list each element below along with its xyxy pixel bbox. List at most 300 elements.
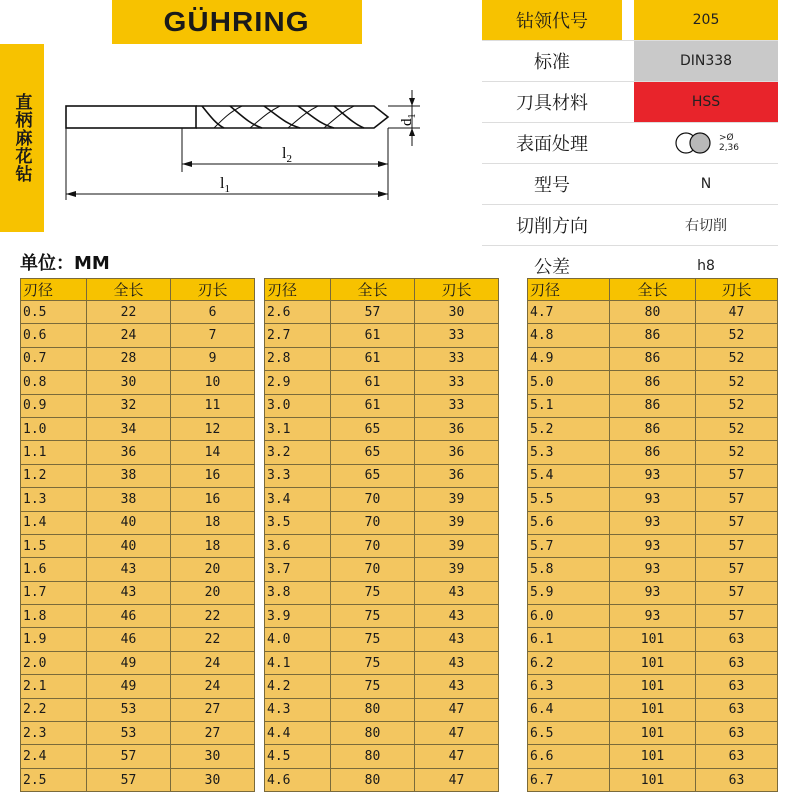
cell-total-length: 75 <box>331 675 415 698</box>
table-row <box>528 768 778 791</box>
cell-total-length: 40 <box>87 511 171 534</box>
drill-drawing <box>52 72 432 212</box>
cell-diameter: 6.7 <box>528 768 610 791</box>
cell-flute-length: 63 <box>696 768 778 791</box>
cell-diameter: 2.5 <box>21 768 87 791</box>
table-row <box>21 628 255 651</box>
cell-diameter: 3.1 <box>265 417 331 440</box>
cell-total-length: 46 <box>87 628 171 651</box>
cell-diameter: 1.3 <box>21 488 87 511</box>
table-row <box>528 675 778 698</box>
table-row <box>528 534 778 557</box>
cell-total-length: 93 <box>610 464 696 487</box>
cell-flute-length: 47 <box>415 722 499 745</box>
cell-total-length: 75 <box>331 581 415 604</box>
cell-diameter: 4.5 <box>265 745 331 768</box>
spec-value-code: 205 <box>634 0 778 40</box>
cell-diameter: 5.6 <box>528 511 610 534</box>
cell-diameter: 0.7 <box>21 347 87 370</box>
table-row <box>21 581 255 604</box>
brand-logo-text: GÜHRING <box>163 6 311 37</box>
cell-total-length: 101 <box>610 722 696 745</box>
cell-flute-length: 18 <box>171 511 255 534</box>
cell-flute-length: 47 <box>696 301 778 324</box>
header-total-length: 全长 <box>87 279 171 301</box>
cell-flute-length: 16 <box>171 488 255 511</box>
cell-flute-length: 39 <box>415 558 499 581</box>
cell-flute-length: 52 <box>696 441 778 464</box>
cell-total-length: 70 <box>331 558 415 581</box>
table-row <box>265 605 499 628</box>
cell-diameter: 5.7 <box>528 534 610 557</box>
cell-diameter: 2.0 <box>21 651 87 674</box>
cell-total-length: 80 <box>331 722 415 745</box>
cell-flute-length: 39 <box>415 534 499 557</box>
cell-total-length: 43 <box>87 558 171 581</box>
cell-flute-length: 57 <box>696 464 778 487</box>
spec-value-material: HSS <box>634 82 778 122</box>
cell-total-length: 70 <box>331 534 415 557</box>
table-row <box>528 722 778 745</box>
table-row <box>265 628 499 651</box>
cell-total-length: 36 <box>87 441 171 464</box>
cell-flute-length: 33 <box>415 371 499 394</box>
cell-total-length: 49 <box>87 675 171 698</box>
cell-total-length: 93 <box>610 605 696 628</box>
spec-label: 钻领代号 <box>482 0 622 40</box>
cell-diameter: 3.5 <box>265 511 331 534</box>
table-row <box>21 651 255 674</box>
cell-diameter: 6.3 <box>528 675 610 698</box>
cell-diameter: 4.0 <box>265 628 331 651</box>
cell-diameter: 3.4 <box>265 488 331 511</box>
cell-diameter: 0.8 <box>21 371 87 394</box>
cell-flute-length: 36 <box>415 464 499 487</box>
table-row <box>21 745 255 768</box>
header-diameter: 刃径 <box>265 279 331 301</box>
table-row <box>528 651 778 674</box>
cell-diameter: 1.1 <box>21 441 87 464</box>
header-flute-length: 刃长 <box>696 279 778 301</box>
table-row <box>528 324 778 347</box>
cell-flute-length: 36 <box>415 417 499 440</box>
table-row <box>21 698 255 721</box>
table-row <box>21 722 255 745</box>
cell-diameter: 2.9 <box>265 371 331 394</box>
cell-flute-length: 43 <box>415 651 499 674</box>
cell-diameter: 4.3 <box>265 698 331 721</box>
cell-flute-length: 30 <box>171 745 255 768</box>
cell-diameter: 1.0 <box>21 417 87 440</box>
cell-flute-length: 33 <box>415 347 499 370</box>
table-row <box>21 511 255 534</box>
table-row <box>528 371 778 394</box>
table-row <box>265 417 499 440</box>
cell-flute-length: 43 <box>415 628 499 651</box>
cell-flute-length: 52 <box>696 347 778 370</box>
cell-flute-length: 11 <box>171 394 255 417</box>
header-diameter: 刃径 <box>21 279 87 301</box>
spec-row-direction <box>482 205 778 246</box>
cell-diameter: 1.9 <box>21 628 87 651</box>
cell-diameter: 6.2 <box>528 651 610 674</box>
table-row <box>21 441 255 464</box>
cell-diameter: 1.5 <box>21 534 87 557</box>
table-row <box>265 324 499 347</box>
cell-total-length: 101 <box>610 675 696 698</box>
cell-total-length: 65 <box>331 464 415 487</box>
cell-diameter: 4.7 <box>528 301 610 324</box>
cell-flute-length: 43 <box>415 605 499 628</box>
cell-total-length: 86 <box>610 324 696 347</box>
cell-total-length: 32 <box>87 394 171 417</box>
table-row <box>265 464 499 487</box>
cell-total-length: 101 <box>610 651 696 674</box>
cell-total-length: 86 <box>610 417 696 440</box>
cell-flute-length: 12 <box>171 417 255 440</box>
size-table-2 <box>264 278 499 792</box>
table-row <box>528 698 778 721</box>
cell-diameter: 3.0 <box>265 394 331 417</box>
table-row <box>265 675 499 698</box>
table-row <box>265 347 499 370</box>
spec-label: 刀具材料 <box>516 93 588 114</box>
table-row <box>265 581 499 604</box>
cell-flute-length: 63 <box>696 698 778 721</box>
cell-flute-length: 52 <box>696 417 778 440</box>
table-row <box>21 768 255 791</box>
cell-total-length: 65 <box>331 417 415 440</box>
cell-diameter: 3.9 <box>265 605 331 628</box>
cell-diameter: 1.2 <box>21 464 87 487</box>
cell-total-length: 86 <box>610 371 696 394</box>
table-header-row <box>528 279 778 301</box>
cell-diameter: 6.6 <box>528 745 610 768</box>
table-row <box>265 511 499 534</box>
cell-flute-length: 57 <box>696 534 778 557</box>
cell-total-length: 61 <box>331 347 415 370</box>
table-row <box>21 558 255 581</box>
table-row <box>528 417 778 440</box>
cell-flute-length: 33 <box>415 394 499 417</box>
cell-flute-length: 47 <box>415 745 499 768</box>
cell-flute-length: 52 <box>696 394 778 417</box>
table-row <box>528 558 778 581</box>
spec-value-standard: DIN338 <box>634 41 778 81</box>
cell-flute-length: 63 <box>696 628 778 651</box>
cell-total-length: 80 <box>331 698 415 721</box>
cell-diameter: 4.8 <box>528 324 610 347</box>
cell-diameter: 3.6 <box>265 534 331 557</box>
header-diameter: 刃径 <box>528 279 610 301</box>
cell-total-length: 49 <box>87 651 171 674</box>
cell-flute-length: 57 <box>696 488 778 511</box>
cell-flute-length: 43 <box>415 675 499 698</box>
cell-diameter: 5.2 <box>528 417 610 440</box>
spec-value-type: N <box>700 176 712 192</box>
cell-total-length: 61 <box>331 324 415 347</box>
cell-diameter: 5.5 <box>528 488 610 511</box>
cell-flute-length: 39 <box>415 511 499 534</box>
cell-flute-length: 30 <box>415 301 499 324</box>
spec-row-standard <box>482 41 778 82</box>
cell-total-length: 53 <box>87 698 171 721</box>
cell-diameter: 6.1 <box>528 628 610 651</box>
cell-diameter: 5.3 <box>528 441 610 464</box>
cell-diameter: 2.6 <box>265 301 331 324</box>
table-row <box>265 722 499 745</box>
coating-note-bottom: 2,36 <box>718 143 740 153</box>
cell-diameter: 1.6 <box>21 558 87 581</box>
cell-diameter: 6.5 <box>528 722 610 745</box>
cell-total-length: 46 <box>87 605 171 628</box>
cell-flute-length: 43 <box>415 581 499 604</box>
cell-flute-length: 22 <box>171 605 255 628</box>
coating-note-top: >Ø <box>718 133 734 143</box>
cell-diameter: 2.2 <box>21 698 87 721</box>
product-type-label <box>0 44 44 232</box>
cell-flute-length: 36 <box>415 441 499 464</box>
cell-total-length: 86 <box>610 347 696 370</box>
cell-flute-length: 7 <box>171 324 255 347</box>
table-row <box>265 441 499 464</box>
cell-flute-length: 39 <box>415 488 499 511</box>
cell-diameter: 6.4 <box>528 698 610 721</box>
table-row <box>265 394 499 417</box>
cell-flute-length: 9 <box>171 347 255 370</box>
table-row <box>265 488 499 511</box>
cell-diameter: 2.4 <box>21 745 87 768</box>
cell-total-length: 24 <box>87 324 171 347</box>
cell-total-length: 30 <box>87 371 171 394</box>
cell-flute-length: 27 <box>171 722 255 745</box>
spec-label: 公差 <box>534 257 570 278</box>
table-row <box>528 488 778 511</box>
table-row <box>528 301 778 324</box>
cell-diameter: 4.9 <box>528 347 610 370</box>
cell-total-length: 80 <box>610 301 696 324</box>
l2-label: $l_2$ <box>282 145 292 165</box>
cell-diameter: 1.4 <box>21 511 87 534</box>
cell-flute-length: 63 <box>696 651 778 674</box>
spec-value-tolerance: h8 <box>697 258 715 274</box>
cell-flute-length: 14 <box>171 441 255 464</box>
spec-value-direction: 右切削 <box>685 218 727 234</box>
spec-row-material <box>482 82 778 123</box>
cell-diameter: 4.1 <box>265 651 331 674</box>
cell-diameter: 2.8 <box>265 347 331 370</box>
cell-total-length: 80 <box>331 745 415 768</box>
cell-flute-length: 30 <box>171 768 255 791</box>
cell-total-length: 86 <box>610 394 696 417</box>
table-row <box>21 394 255 417</box>
table-row <box>528 394 778 417</box>
table-row <box>528 441 778 464</box>
cell-flute-length: 16 <box>171 464 255 487</box>
table-row <box>528 581 778 604</box>
cell-flute-length: 52 <box>696 371 778 394</box>
table-row <box>21 417 255 440</box>
cell-flute-length: 6 <box>171 301 255 324</box>
spec-row-coating <box>482 123 778 164</box>
cell-total-length: 101 <box>610 628 696 651</box>
cell-diameter: 0.5 <box>21 301 87 324</box>
cell-total-length: 93 <box>610 581 696 604</box>
cell-total-length: 38 <box>87 488 171 511</box>
cell-total-length: 101 <box>610 698 696 721</box>
cell-diameter: 3.3 <box>265 464 331 487</box>
spec-label: 型号 <box>534 175 570 196</box>
table-row <box>265 745 499 768</box>
cell-total-length: 28 <box>87 347 171 370</box>
spec-label: 标准 <box>534 52 570 73</box>
cell-diameter: 4.6 <box>265 768 331 791</box>
table-row <box>21 464 255 487</box>
cell-total-length: 65 <box>331 441 415 464</box>
cell-flute-length: 63 <box>696 675 778 698</box>
cell-flute-length: 10 <box>171 371 255 394</box>
table-row <box>528 745 778 768</box>
cell-diameter: 5.4 <box>528 464 610 487</box>
spec-row-type <box>482 164 778 205</box>
size-table-1 <box>20 278 255 792</box>
cell-diameter: 5.9 <box>528 581 610 604</box>
cell-flute-length: 57 <box>696 511 778 534</box>
cell-diameter: 1.8 <box>21 605 87 628</box>
table-row <box>528 628 778 651</box>
cell-diameter: 2.7 <box>265 324 331 347</box>
cell-flute-length: 57 <box>696 581 778 604</box>
table-row <box>528 605 778 628</box>
cell-diameter: 3.8 <box>265 581 331 604</box>
table-row <box>21 371 255 394</box>
cell-total-length: 93 <box>610 488 696 511</box>
cell-total-length: 93 <box>610 558 696 581</box>
cell-diameter: 2.3 <box>21 722 87 745</box>
header-total-length: 全长 <box>610 279 696 301</box>
cell-total-length: 57 <box>87 768 171 791</box>
brand-logo <box>112 0 362 44</box>
cell-total-length: 86 <box>610 441 696 464</box>
cell-flute-length: 22 <box>171 628 255 651</box>
cell-diameter: 3.2 <box>265 441 331 464</box>
header-flute-length: 刃长 <box>171 279 255 301</box>
cell-diameter: 4.2 <box>265 675 331 698</box>
table-header-row <box>265 279 499 301</box>
table-row <box>265 558 499 581</box>
drill-shank <box>66 106 196 128</box>
table-row <box>528 511 778 534</box>
cell-flute-length: 24 <box>171 675 255 698</box>
table-row <box>265 301 499 324</box>
cell-diameter: 5.1 <box>528 394 610 417</box>
cell-total-length: 61 <box>331 371 415 394</box>
cell-flute-length: 27 <box>171 698 255 721</box>
spec-label: 表面处理 <box>516 134 588 155</box>
table-row <box>265 698 499 721</box>
cell-diameter: 5.8 <box>528 558 610 581</box>
cell-diameter: 3.7 <box>265 558 331 581</box>
spec-table <box>482 0 778 286</box>
cell-total-length: 93 <box>610 511 696 534</box>
header-total-length: 全长 <box>331 279 415 301</box>
cell-flute-length: 33 <box>415 324 499 347</box>
table-row <box>528 347 778 370</box>
cell-diameter: 0.6 <box>21 324 87 347</box>
table-row <box>528 464 778 487</box>
table-row <box>21 301 255 324</box>
table-row <box>21 534 255 557</box>
cell-total-length: 80 <box>331 768 415 791</box>
cell-total-length: 57 <box>87 745 171 768</box>
spec-value-coating <box>634 123 778 163</box>
cell-flute-length: 57 <box>696 605 778 628</box>
unit-label: 单位：MM <box>20 253 110 274</box>
cell-diameter: 0.9 <box>21 394 87 417</box>
l1-label: $l_1$ <box>220 175 230 195</box>
cell-total-length: 22 <box>87 301 171 324</box>
table-header-row <box>21 279 255 301</box>
cell-total-length: 57 <box>331 301 415 324</box>
cell-total-length: 75 <box>331 651 415 674</box>
cell-total-length: 75 <box>331 628 415 651</box>
cell-total-length: 61 <box>331 394 415 417</box>
spec-label: 切削方向 <box>516 216 588 237</box>
cell-diameter: 5.0 <box>528 371 610 394</box>
cell-total-length: 43 <box>87 581 171 604</box>
table-row <box>21 675 255 698</box>
product-type-text: 直柄麻花钻 <box>11 93 32 183</box>
table-row <box>21 324 255 347</box>
size-table-3 <box>527 278 778 792</box>
cell-flute-length: 20 <box>171 558 255 581</box>
table-row <box>265 768 499 791</box>
header-flute-length: 刃长 <box>415 279 499 301</box>
table-row <box>21 605 255 628</box>
cell-diameter: 1.7 <box>21 581 87 604</box>
cell-total-length: 34 <box>87 417 171 440</box>
cell-total-length: 38 <box>87 464 171 487</box>
cell-flute-length: 52 <box>696 324 778 347</box>
coating-symbol-icon <box>673 130 717 156</box>
cell-diameter: 6.0 <box>528 605 610 628</box>
cell-total-length: 70 <box>331 511 415 534</box>
cell-flute-length: 24 <box>171 651 255 674</box>
cell-total-length: 101 <box>610 745 696 768</box>
cell-flute-length: 57 <box>696 558 778 581</box>
cell-diameter: 4.4 <box>265 722 331 745</box>
cell-total-length: 101 <box>610 768 696 791</box>
cell-diameter: 2.1 <box>21 675 87 698</box>
table-row <box>21 347 255 370</box>
cell-flute-length: 63 <box>696 722 778 745</box>
cell-total-length: 70 <box>331 488 415 511</box>
table-row <box>21 488 255 511</box>
table-row <box>265 651 499 674</box>
cell-total-length: 40 <box>87 534 171 557</box>
d1-label: $d_1$ <box>399 113 418 126</box>
table-row <box>265 534 499 557</box>
cell-flute-length: 47 <box>415 698 499 721</box>
cell-total-length: 75 <box>331 605 415 628</box>
cell-flute-length: 47 <box>415 768 499 791</box>
cell-total-length: 53 <box>87 722 171 745</box>
spec-row-code <box>482 0 778 41</box>
cell-flute-length: 20 <box>171 581 255 604</box>
cell-flute-length: 63 <box>696 745 778 768</box>
cell-total-length: 93 <box>610 534 696 557</box>
cell-flute-length: 18 <box>171 534 255 557</box>
